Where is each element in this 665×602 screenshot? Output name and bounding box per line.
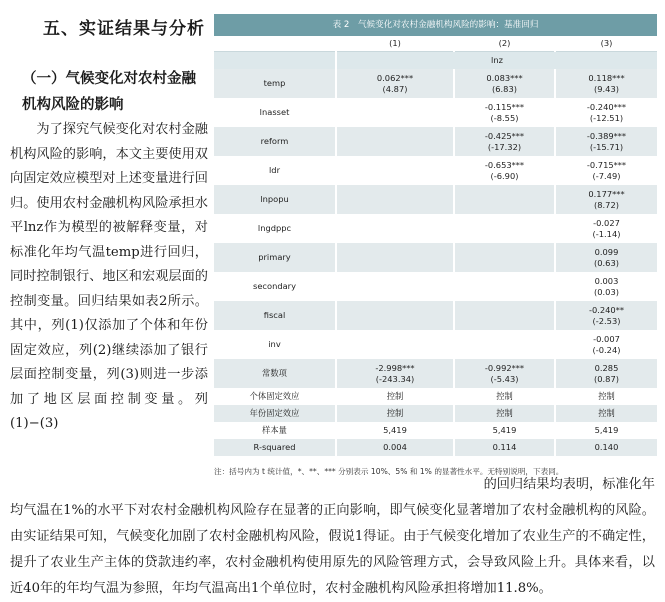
- column-header: (3): [555, 36, 657, 52]
- coefficient-cell: [454, 69, 555, 98]
- coefficient: -0.240**: [588, 304, 625, 315]
- t-statistic: (-2.53): [592, 315, 621, 326]
- coefficient-cell: [454, 214, 555, 243]
- footer-cell: 0.004: [336, 439, 454, 456]
- coefficient: 0.099: [594, 246, 619, 257]
- footer-cell: 0.114: [454, 439, 555, 456]
- coefficient: 0.285: [594, 362, 619, 373]
- coefficient-cell: [555, 359, 657, 388]
- table-row: [214, 214, 657, 243]
- table-row: [214, 243, 657, 272]
- table-row: [214, 127, 657, 156]
- coefficient-cell: [454, 156, 555, 185]
- variable-name: temp: [214, 69, 336, 98]
- coefficient: 0.083***: [486, 72, 523, 83]
- coefficient-cell: [555, 330, 657, 359]
- results-table: [214, 36, 657, 456]
- table-footer-row: [214, 405, 657, 422]
- footer-label: 样本量: [214, 422, 336, 439]
- t-statistic: (6.83): [492, 83, 517, 94]
- variable-name: 常数项: [214, 359, 336, 388]
- t-statistic: (-17.32): [487, 141, 522, 152]
- paragraph-left: 为了探究气候变化对农村金融机构风险的影响，本文主要使用双向固定效应模型对上述变量进行回归。使用农村金融机构风险承担水平lnz作为模型的被解释变量，对标准化年均气温temp进行回归，同时控制银行、地区和宏观层面的控制变量。回归结果如表2所示。其中，列(1)仅添加了个体和年份固定效应，列(2)继续添加了银行层面控制变量，列(3)则进一步添加了地区层面控制变量。列(1)−(3): [10, 122, 208, 431]
- coefficient-cell: [454, 243, 555, 272]
- table-row: [214, 359, 657, 388]
- variable-name: ldr: [214, 156, 336, 185]
- coefficient-cell: [336, 98, 454, 127]
- t-statistic: (-1.14): [592, 228, 621, 239]
- paragraph-bottom: [10, 472, 655, 602]
- t-statistic: (-243.34): [375, 373, 415, 384]
- coefficient-cell: [555, 272, 657, 301]
- footer-cell: 控制: [454, 405, 555, 422]
- coefficient: -0.425***: [484, 130, 525, 141]
- footer-label: 个体固定效应: [214, 388, 336, 405]
- coefficient: -0.007: [593, 333, 620, 344]
- column-header: (2): [454, 36, 555, 52]
- footer-cell: 5,419: [555, 422, 657, 439]
- table-row: [214, 185, 657, 214]
- coefficient-cell: [555, 156, 657, 185]
- coefficient-cell: [555, 98, 657, 127]
- coefficient-cell: [454, 359, 555, 388]
- coefficient-cell: [336, 156, 454, 185]
- table-row: [214, 98, 657, 127]
- coefficient: 0.003: [594, 275, 619, 286]
- coefficient-cell: [336, 185, 454, 214]
- coefficient: -0.715***: [586, 159, 627, 170]
- coefficient: 0.177***: [588, 188, 625, 199]
- t-statistic: (-15.71): [589, 141, 624, 152]
- coefficient-cell: [336, 359, 454, 388]
- coefficient-cell: [336, 214, 454, 243]
- t-statistic: (0.63): [594, 257, 619, 268]
- header-blank-cell: [214, 36, 336, 52]
- t-statistic: (-12.51): [589, 112, 624, 123]
- t-statistic: (8.72): [594, 199, 619, 210]
- coefficient: -0.115***: [484, 101, 525, 112]
- coefficient-cell: [555, 127, 657, 156]
- t-statistic: (-8.55): [490, 112, 519, 123]
- coefficient-cell: [336, 69, 454, 98]
- coefficient-cell: [336, 243, 454, 272]
- table-footer-row: [214, 388, 657, 405]
- coefficient: 0.118***: [588, 72, 625, 83]
- t-statistic: (0.03): [594, 286, 619, 297]
- table-footer-row: [214, 439, 657, 456]
- coefficient: 0.062***: [376, 72, 414, 83]
- table-row: [214, 330, 657, 359]
- coefficient-cell: [555, 301, 657, 330]
- footer-label: R-squared: [214, 439, 336, 456]
- dependent-variable-row: [214, 52, 657, 70]
- t-statistic: (0.87): [594, 373, 619, 384]
- coefficient-cell: [555, 214, 657, 243]
- variable-name: inv: [214, 330, 336, 359]
- t-statistic: (9.43): [594, 83, 619, 94]
- coefficient-cell: [454, 127, 555, 156]
- coefficient: -0.653***: [484, 159, 525, 170]
- t-statistic: (-5.43): [490, 373, 519, 384]
- variable-name: lnasset: [214, 98, 336, 127]
- coefficient-cell: [454, 330, 555, 359]
- paragraph-bottom-text: 均气温在1%的水平下对农村金融机构风险存在显著的正向影响，即气候变化显著增加了农村金融机构的风险。由实证结果可知，气候变化加剧了农村金融机构风险，假说1得证。由于气候变化增加了农业生产的不确定性，提升了农业生产主体的贷款违约率，农村金融机构使用原先的风险管理方式，会导致风险上升。具体来看，以近40年的年均气温为参照，年均气温高出1个单位时，农村金融机构风险承担将增加11.8%。: [10, 503, 655, 596]
- variable-name: reform: [214, 127, 336, 156]
- coefficient-cell: [454, 98, 555, 127]
- table-note: 注：括号内为 t 统计值，*、**、*** 分别表示 10%、5% 和 1% 的显著性水平。无特别说明，下表同。: [214, 467, 564, 476]
- t-statistic: (-6.90): [490, 170, 519, 181]
- dep-blank-cell: [214, 52, 336, 70]
- t-statistic: (-0.24): [592, 344, 621, 355]
- footer-cell: 控制: [336, 388, 454, 405]
- coefficient: -0.992***: [484, 362, 525, 373]
- table-caption: 表 2 气候变化对农村金融机构风险的影响：基准回归: [214, 14, 657, 36]
- footer-cell: 控制: [454, 388, 555, 405]
- table-footer-row: [214, 422, 657, 439]
- coefficient-cell: [336, 127, 454, 156]
- table-row: [214, 156, 657, 185]
- column-header: (1): [336, 36, 454, 52]
- coefficient: -0.240***: [586, 101, 627, 112]
- section-title: 五、实证结果与分析: [43, 19, 205, 39]
- footer-cell: 控制: [555, 405, 657, 422]
- coefficient-cell: [336, 301, 454, 330]
- footer-cell: 0.140: [555, 439, 657, 456]
- column-header-row: [214, 36, 657, 52]
- footer-cell: 5,419: [454, 422, 555, 439]
- table-row: [214, 69, 657, 98]
- coefficient: -0.027: [593, 217, 620, 228]
- coefficient: -0.389***: [586, 130, 627, 141]
- coefficient-cell: [336, 272, 454, 301]
- t-statistic: (4.87): [382, 83, 408, 94]
- coefficient-cell: [454, 272, 555, 301]
- table-row: [214, 301, 657, 330]
- variable-name: primary: [214, 243, 336, 272]
- footer-label: 年份固定效应: [214, 405, 336, 422]
- variable-name: lnpopu: [214, 185, 336, 214]
- table-row: [214, 272, 657, 301]
- variable-name: fiscal: [214, 301, 336, 330]
- footer-cell: 控制: [555, 388, 657, 405]
- regression-table: [214, 14, 657, 477]
- variable-name: lngdppc: [214, 214, 336, 243]
- coefficient-cell: [555, 243, 657, 272]
- coefficient-cell: [555, 69, 657, 98]
- coefficient: -2.998***: [375, 362, 415, 373]
- paragraph-bottom-first-line: 的回归结果均表明，标准化年: [483, 477, 655, 492]
- t-statistic: (-7.49): [592, 170, 621, 181]
- variable-name: secondary: [214, 272, 336, 301]
- coefficient-cell: [454, 301, 555, 330]
- subsection-title: （一）气候变化对农村金融机构风险的影响: [22, 70, 196, 113]
- dependent-variable: lnz: [336, 52, 657, 70]
- coefficient-cell: [555, 185, 657, 214]
- coefficient-cell: [454, 185, 555, 214]
- footer-cell: 控制: [336, 405, 454, 422]
- coefficient-cell: [336, 330, 454, 359]
- footer-cell: 5,419: [336, 422, 454, 439]
